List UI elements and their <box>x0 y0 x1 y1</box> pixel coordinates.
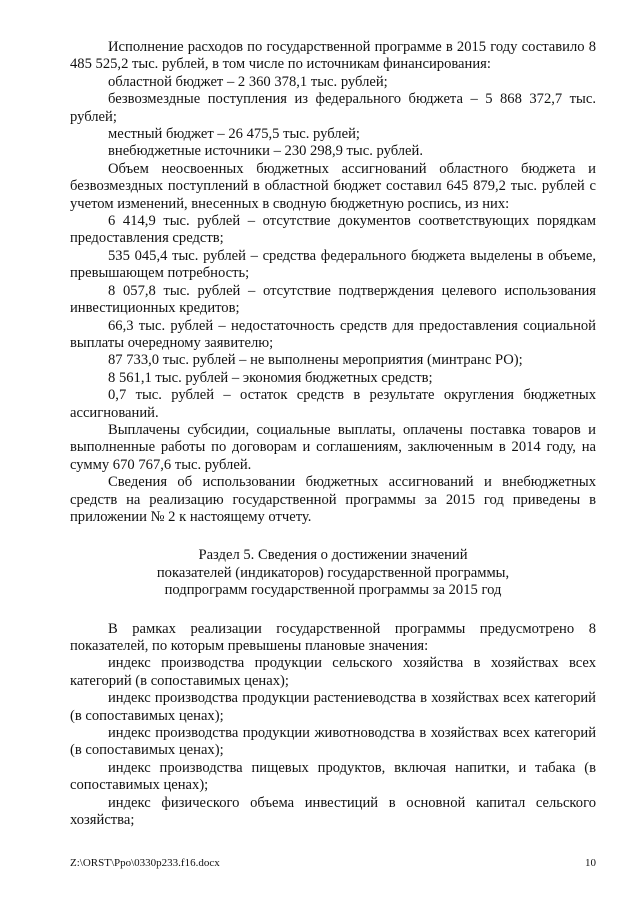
paragraph: областной бюджет – 2 360 378,1 тыс. рублей; <box>108 73 388 90</box>
file-path: Z:\ORST\Ppo\0330p233.f16.docx <box>70 857 220 869</box>
paragraph: индекс физического объема инвестиций в основной капитал сельского хозяйства; <box>70 794 596 829</box>
paragraph: индекс производства продукции животноводства в хозяйствах всех категорий (в сопоставимых ценах); <box>70 725 596 759</box>
paragraph: местный бюджет – 26 475,5 тыс. рублей; <box>108 126 360 143</box>
paragraph: индекс производства продукции сельского хозяйства в хозяйствах всех категорий (в сопоставимых ценах); <box>70 655 596 689</box>
paragraph: Выплачены субсидии, социальные выплаты, оплачены поставка товаров и выполненные работы по договорам и соглашениям, заключенным в 2014 году, на сумму 670 767,6 тыс. рублей. <box>70 421 596 473</box>
paragraph: В рамках реализации государственной программы предусмотрено 8 показателей, по которым превышены плановые значения: <box>70 620 596 654</box>
paragraph: Исполнение расходов по государственной программе в 2015 году составило 8 485 525,2 тыс. рублей, в том числе по источникам финансирования: <box>70 39 596 73</box>
paragraph: 8 057,8 тыс. рублей – отсутствие подтверждения целевого использования инвестиционных кредитов; <box>70 282 596 317</box>
paragraph: безвозмездные поступления из федерального бюджета – 5 868 372,7 тыс. рублей; <box>70 91 596 125</box>
paragraph: 535 045,4 тыс. рублей – средства федерального бюджета выделены в объеме, превышающем потребность; <box>70 247 596 282</box>
paragraph: 8 561,1 тыс. рублей – экономия бюджетных средств; <box>108 369 433 386</box>
page-number: 10 <box>585 857 596 869</box>
paragraph: 66,3 тыс. рублей – недостаточность средств для предоставления социальной выплаты очередному заявителю; <box>70 317 596 351</box>
paragraph: индекс производства пищевых продуктов, включая напитки, и табака (в сопоставимых ценах); <box>70 759 596 794</box>
section-heading-line: показателей (индикаторов) государственной программы, <box>156 564 510 581</box>
paragraph: Объем неосвоенных бюджетных ассигнований областного бюджета и безвозмездных поступлений в областной бюджет составил 645 879,2 тыс. рублей с учетом изменений, внесенных в сводную бюджетную роспись, из них: <box>70 160 596 212</box>
paragraph: внебюджетные источники – 230 298,9 тыс. рублей. <box>108 143 423 160</box>
paragraph: индекс производства продукции растениеводства в хозяйствах всех категорий (в сопоставимых ценах); <box>70 690 596 724</box>
section-heading-line: подпрограмм государственной программы за 2015 год <box>164 582 502 599</box>
paragraph: 87 733,0 тыс. рублей – не выполнены мероприятия (минтранс РО); <box>108 352 523 369</box>
paragraph: Сведения об использовании бюджетных ассигнований и внебюджетных средств на реализацию государственной программы за 2015 год приведены в приложении № 2 к настоящему отчету. <box>70 474 596 525</box>
section-heading <box>70 547 596 599</box>
paragraph: 0,7 тыс. рублей – остаток средств в результате округления бюджетных ассигнований. <box>70 387 596 421</box>
document-body <box>70 39 596 829</box>
paragraph: 6 414,9 тыс. рублей – отсутствие документов соответствующих порядкам предоставления средств; <box>70 213 596 247</box>
section-heading-line: Раздел 5. Сведения о достижении значений <box>198 547 468 564</box>
